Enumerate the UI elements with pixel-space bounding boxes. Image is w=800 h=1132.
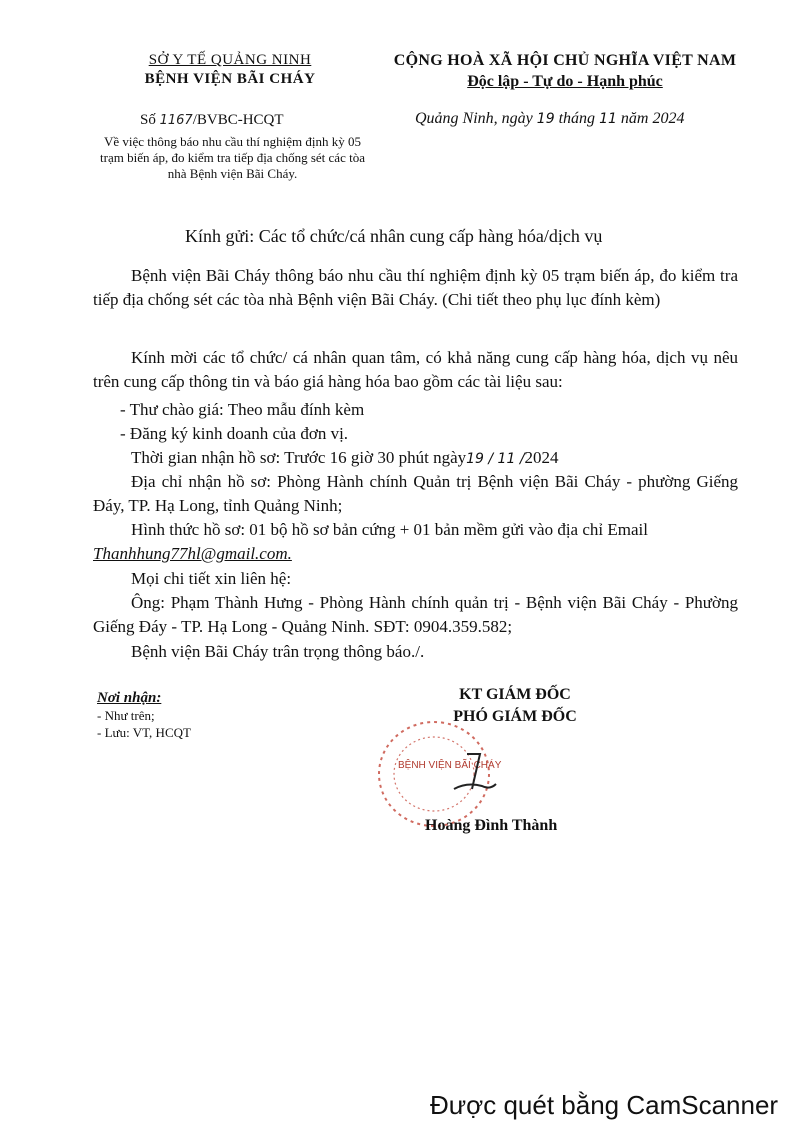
doc-number-code: /BVBC-HCQT <box>192 112 284 128</box>
signature-block <box>410 686 620 726</box>
scanner-watermark: Được quét bằng CamScanner <box>430 1090 779 1120</box>
deadline-year: 2024 <box>524 448 559 467</box>
national-header <box>385 52 745 91</box>
date-month: 11 <box>599 111 617 127</box>
recipients-item-1: - Như trên; <box>97 708 155 723</box>
format-paragraph <box>93 518 738 566</box>
bullet-1: - Thư chào giá: Theo mẫu đính kèm <box>120 400 365 419</box>
contact-paragraph <box>93 591 738 639</box>
hospital-name: BỆNH VIỆN BÃI CHÁY <box>144 71 316 87</box>
signer-name: Hoàng Đình Thành <box>425 817 558 834</box>
issuer-block <box>95 52 365 88</box>
recipients-block <box>97 690 191 741</box>
stamp-text: BỆNH VIỆN BÃI CHÁY <box>398 760 502 771</box>
body-paragraph-1 <box>93 264 738 312</box>
date-year: năm 2024 <box>616 110 685 127</box>
closing-line: Bệnh viện Bãi Cháy trân trọng thông báo./. <box>131 642 425 661</box>
email-address[interactable]: Thanhhung77hl@gmail.com. <box>93 544 292 563</box>
deadline-handwritten: 19 / 11 / <box>466 451 525 467</box>
document-number <box>140 112 284 129</box>
country-name: CỘNG HOÀ XÃ HỘI CHỦ NGHĨA VIỆT NAM <box>393 52 737 69</box>
recipients-item-2: - Lưu: VT, HCQT <box>97 725 191 740</box>
email-link[interactable] <box>93 542 738 566</box>
date-mid: tháng <box>554 110 600 127</box>
intro-paragraph: Bệnh viện Bãi Cháy thông báo nhu cầu thí nghiệm định kỳ 05 trạm biến áp, đo kiểm tra tiếp địa chống sét các tòa nhà Bệnh viện Bãi Cháy. (Chi tiết theo phụ lục đính kèm) <box>93 266 738 309</box>
deadline-prefix: Thời gian nhận hồ sơ: Trước 16 giờ 30 phút ngày <box>131 448 467 467</box>
doc-number-handwritten: 1167 <box>159 113 193 128</box>
date-day: 19 <box>536 111 555 127</box>
recipients-title: Nơi nhận: <box>97 690 162 706</box>
doc-number-prefix: Số <box>140 112 156 128</box>
document-subject: Về việc thông báo nhu cầu thí nghiệm định kỳ 05 trạm biến áp, đo kiểm tra tiếp địa chống sét các tòa nhà Bệnh viện Bãi Cháy. <box>100 134 365 181</box>
address-text: Địa chỉ nhận hồ sơ: Phòng Hành chính Quản trị Bệnh viện Bãi Cháy - phường Giếng Đáy, TP. Hạ Long, tỉnh Quảng Ninh; <box>93 472 738 515</box>
agency-name: SỞ Y TẾ QUẢNG NINH <box>148 52 312 68</box>
date-place: Quảng Ninh, ngày <box>415 110 537 127</box>
contact-intro: Mọi chi tiết xin liên hệ: <box>131 569 292 588</box>
invitation-paragraph: Kính mời các tổ chức/ cá nhân quan tâm, có khả năng cung cấp hàng hóa, dịch vụ nêu trên cung cấp thông tin và báo giá hàng hóa bao gồm các tài liệu sau: <box>93 348 738 391</box>
address-paragraph <box>93 470 738 518</box>
contact-text: Ông: Phạm Thành Hưng - Phòng Hành chính quản trị - Bệnh viện Bãi Cháy - Phường Giếng Đáy - TP. Hạ Long - Quảng Ninh. SĐT: 0904.359.582; <box>93 593 738 636</box>
bullet-2: - Đăng ký kinh doanh của đơn vị. <box>120 424 349 443</box>
national-motto: Độc lập - Tự do - Hạnh phúc <box>467 73 663 90</box>
document-date <box>415 110 684 128</box>
official-stamp <box>372 714 512 834</box>
signature-title-2: PHÓ GIÁM ĐỐC <box>453 708 577 725</box>
deadline-line <box>131 446 776 471</box>
signature-title-1: KT GIÁM ĐỐC <box>459 686 571 703</box>
format-text: Hình thức hồ sơ: 01 bộ hồ sơ bản cứng + 01 bản mềm gửi vào địa chỉ Email <box>131 520 648 539</box>
recipient-line: Kính gửi: Các tổ chức/cá nhân cung cấp hàng hóa/dịch vụ <box>185 226 603 246</box>
body-paragraph-2 <box>93 346 738 394</box>
